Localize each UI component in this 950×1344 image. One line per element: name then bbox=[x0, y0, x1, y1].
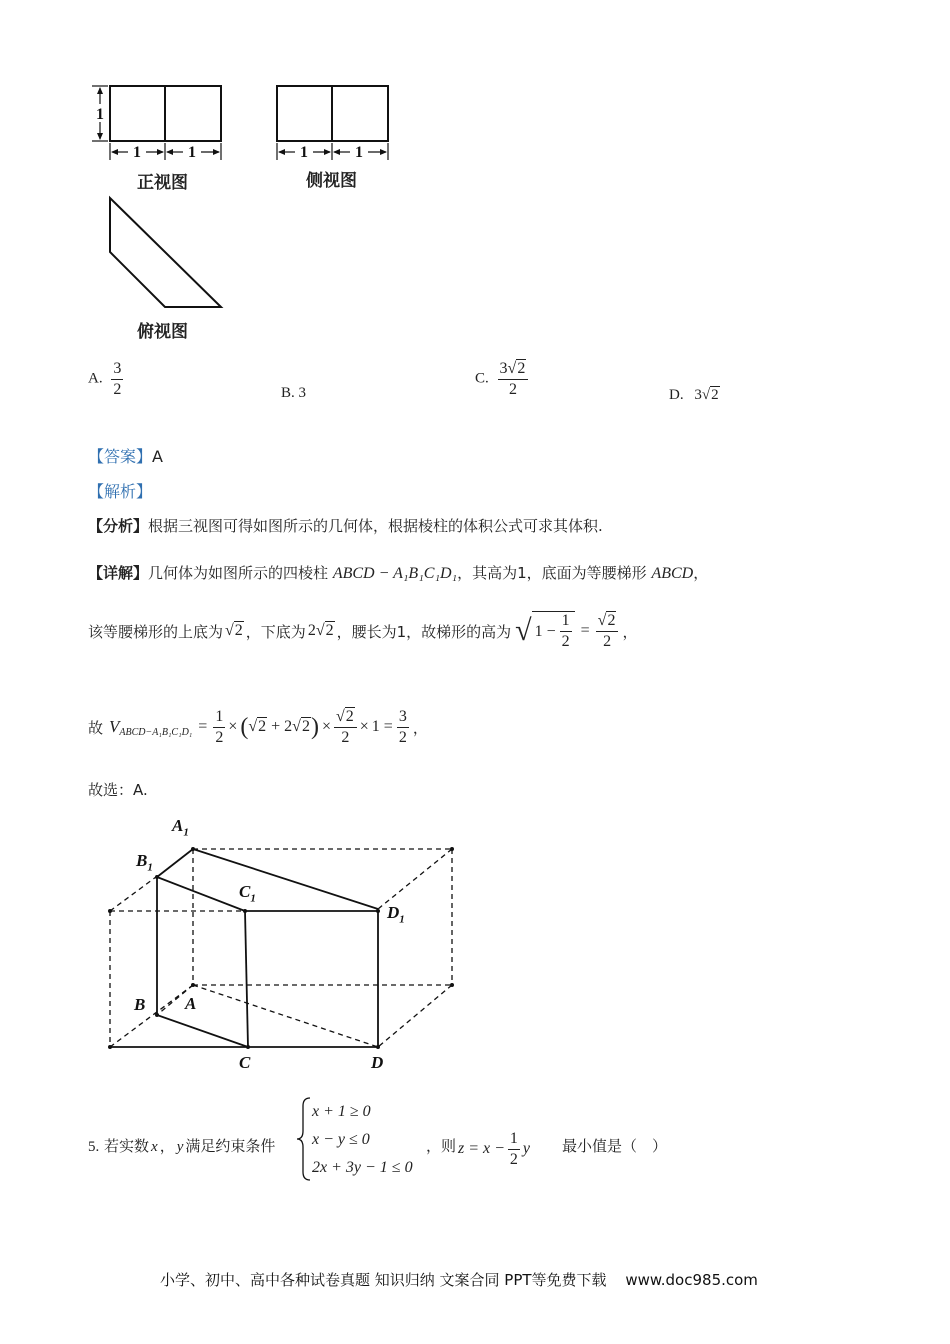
detail-prism-name: ABCD − A₁B₁C₁D₁ bbox=[332, 565, 458, 582]
sqrt-icon: √2 bbox=[335, 707, 354, 725]
q5-then: ，则 bbox=[426, 1137, 457, 1155]
detail-line3-comma: ， bbox=[412, 718, 428, 737]
sqrt-icon: √2 bbox=[315, 622, 334, 639]
option-b: B. 3 bbox=[281, 385, 307, 401]
q5-z-num: 1 bbox=[508, 1130, 520, 1150]
option-c-label: C. bbox=[475, 370, 489, 387]
option-c-rad: 2 bbox=[517, 360, 526, 377]
volume-times-1: × bbox=[228, 718, 238, 735]
label-b1-sub: 1 bbox=[147, 861, 153, 874]
sqrt-icon: √2 bbox=[701, 387, 719, 403]
q5-y: y bbox=[176, 1139, 184, 1155]
volume-eq-2: = bbox=[383, 718, 393, 735]
dim-front-left-label: 1 bbox=[133, 144, 141, 161]
q5-objective bbox=[458, 1130, 530, 1168]
dim-height-label: 1 bbox=[96, 106, 104, 123]
detail-base-name: ABCD bbox=[651, 565, 694, 582]
answer-value: A bbox=[152, 447, 163, 466]
option-d-coef: 3 bbox=[694, 387, 702, 403]
answer-tag: 【答案】 bbox=[88, 447, 153, 466]
label-b: B bbox=[134, 995, 146, 1014]
detail-line1-a: 几何体为如图所示的四棱柱 bbox=[148, 564, 329, 582]
detail-line2-a: 该等腰梯形的上底为 bbox=[88, 622, 224, 641]
volume-half-den: 2 bbox=[215, 728, 224, 746]
left-paren: ( bbox=[240, 713, 249, 740]
lower-base-coef: 2 bbox=[307, 622, 316, 639]
sqrt-icon: √ bbox=[515, 614, 532, 647]
conclusion-line: 故选：A. bbox=[88, 781, 148, 799]
dim-front-right-label: 1 bbox=[188, 144, 196, 161]
front-view-caption: 正视图 bbox=[137, 173, 188, 193]
upper-base-rad: 2 bbox=[234, 622, 243, 639]
q5-question-end: 最小值是（ ） bbox=[562, 1137, 668, 1155]
sqrt-icon: √2 bbox=[597, 611, 616, 629]
footer bbox=[160, 1269, 758, 1290]
option-c-den: 2 bbox=[508, 380, 517, 398]
option-a-label: A. bbox=[88, 370, 103, 387]
analysis-tag: 【解析】 bbox=[88, 482, 153, 501]
constraint-1: x + 1 ≥ 0 bbox=[312, 1103, 371, 1120]
q5-z-half bbox=[508, 1130, 520, 1168]
label-c1-sub: 1 bbox=[250, 892, 256, 905]
q5-z-y: y bbox=[522, 1140, 531, 1158]
volume-plus: + bbox=[271, 718, 281, 735]
q5-text-a: 若实数 bbox=[104, 1137, 150, 1155]
label-d1-sub: 1 bbox=[399, 913, 405, 926]
volume-rad-2: 2 bbox=[301, 718, 310, 735]
volume-times-2: × bbox=[321, 718, 331, 735]
sqrt-icon: √2 bbox=[507, 360, 526, 377]
label-b1-letter: B bbox=[136, 851, 148, 870]
side-view-caption: 侧视图 bbox=[306, 171, 357, 191]
dim-side-right-label: 1 bbox=[355, 144, 363, 161]
q5-constraints bbox=[312, 1098, 413, 1182]
q5-text-b: 满足约束条件 bbox=[185, 1137, 276, 1155]
height-result-rad: 2 bbox=[607, 611, 616, 629]
height-half-num: 1 bbox=[560, 612, 572, 632]
label-d1-letter: D bbox=[387, 903, 400, 922]
volume-result-den: 2 bbox=[398, 728, 407, 746]
label-a1-letter: A bbox=[172, 816, 184, 835]
option-a-den: 2 bbox=[113, 380, 122, 398]
q5-number: 5. bbox=[88, 1139, 100, 1155]
option-d-rad: 2 bbox=[711, 387, 719, 403]
sqrt-icon: √2 bbox=[292, 718, 310, 735]
option-d-label: D. bbox=[669, 387, 684, 403]
q5-z-lhs: z = x − bbox=[458, 1140, 505, 1158]
height-eq: = bbox=[580, 622, 590, 639]
constraint-2: x − y ≤ 0 bbox=[312, 1131, 370, 1148]
volume-height-rad: 2 bbox=[345, 707, 354, 725]
volume-prism-height: 1 bbox=[371, 718, 380, 735]
dim-side-left-label: 1 bbox=[300, 144, 308, 161]
volume-subscript: ABCD−A₁B₁C₁D₁ bbox=[119, 726, 193, 738]
detail-line2-c: ，腰长为1，故梯形的高为 bbox=[336, 622, 512, 641]
height-half-den: 2 bbox=[561, 633, 570, 650]
option-c-coef: 3 bbox=[499, 360, 508, 377]
option-a-num: 3 bbox=[111, 360, 123, 380]
detail-line1-c: ， bbox=[693, 564, 709, 582]
volume-result-num: 3 bbox=[397, 708, 409, 728]
top-view-caption: 俯视图 bbox=[137, 322, 188, 342]
volume-height-den: 2 bbox=[341, 728, 350, 746]
label-a1-sub: 1 bbox=[183, 826, 189, 839]
volume-rad-1: 2 bbox=[258, 718, 267, 735]
height-result-den: 2 bbox=[603, 632, 612, 650]
label-a: A bbox=[185, 994, 197, 1013]
label-c: C bbox=[239, 1053, 251, 1072]
detail-line2-d: ， bbox=[622, 622, 638, 641]
height-one: 1 bbox=[534, 622, 543, 640]
detail-line3-a: 故 bbox=[88, 718, 104, 737]
sqrt-icon: √2 bbox=[225, 622, 243, 639]
volume-coef: 2 bbox=[284, 718, 293, 735]
volume-v: V bbox=[109, 717, 120, 736]
lower-base-rad: 2 bbox=[325, 622, 334, 639]
q5-x: x bbox=[151, 1139, 158, 1155]
fenxi-tag: 【分析】 bbox=[88, 517, 149, 535]
volume-eq: = bbox=[198, 718, 208, 735]
sqrt-icon: √2 bbox=[248, 718, 267, 735]
volume-times-3: × bbox=[359, 718, 369, 735]
footer-url[interactable]: www.doc985.com bbox=[625, 1271, 758, 1289]
q5-z-den: 2 bbox=[509, 1150, 518, 1168]
fenxi-text: 根据三视图可得如图所示的几何体，根据棱柱的体积公式可求其体积. bbox=[148, 517, 603, 535]
detail-line2-b: ，下底为 bbox=[245, 622, 306, 641]
detail-line1-b: ，其高为1，底面为等腰梯形 bbox=[457, 564, 647, 582]
q5-sep: ， bbox=[159, 1137, 175, 1155]
label-d: D bbox=[371, 1053, 384, 1072]
height-minus: − bbox=[546, 622, 556, 640]
detail-tag: 【详解】 bbox=[88, 564, 149, 582]
footer-text: 小学、初中、高中各种试卷真题 知识归纳 文案合同 PPT等免费下载 bbox=[160, 1271, 607, 1289]
label-c1-letter: C bbox=[239, 882, 251, 901]
constraint-3: 2x + 3y − 1 ≤ 0 bbox=[312, 1159, 413, 1176]
volume-half-num: 1 bbox=[213, 708, 225, 728]
right-paren: ) bbox=[310, 713, 319, 740]
left-brace-icon bbox=[297, 1098, 310, 1180]
